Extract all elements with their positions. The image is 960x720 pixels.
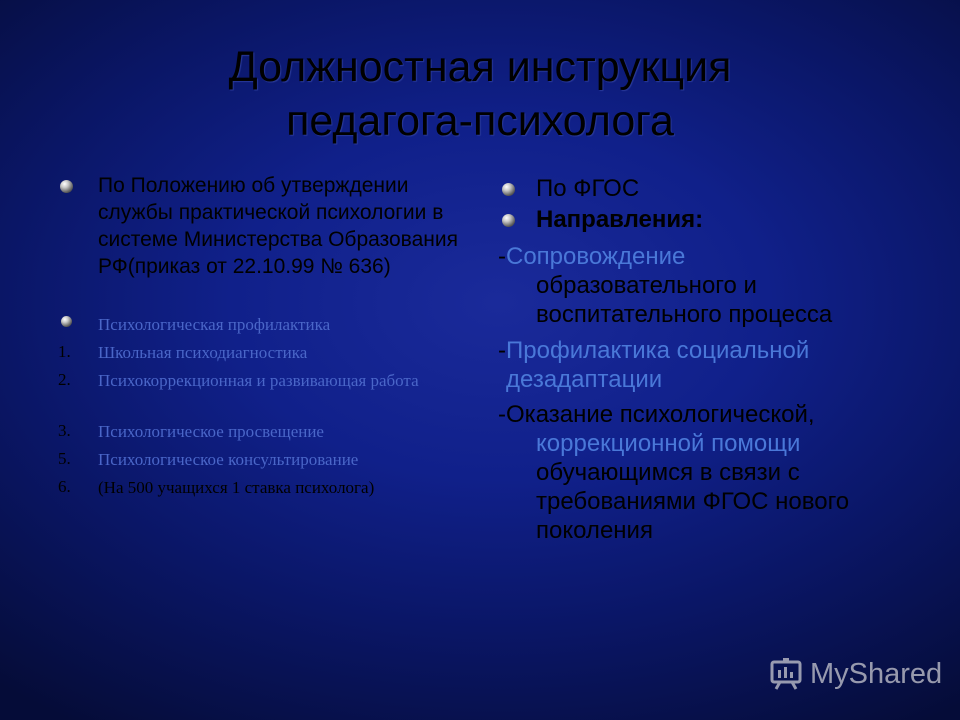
direction-3: -Оказание психологической, коррекционной помощи обучающимся в связи с требованиями ФГОС нового поколения <box>498 401 850 544</box>
direction-2: -Профилактика социальной дезадаптации <box>498 337 810 393</box>
list-item: Психологическое просвещение <box>98 422 324 441</box>
title-line-2: педагога-психолога <box>286 97 674 145</box>
watermark-text: MyShared <box>810 657 943 690</box>
list-item: Психокоррекционная и развивающая работа <box>98 371 419 390</box>
list-marker: 5. <box>58 449 71 468</box>
list-marker: 2. <box>58 370 71 389</box>
bullet-icon <box>60 180 73 193</box>
direction-1: -Сопровождение образовательного и воспитательного процесса <box>498 243 833 328</box>
left-intro: По Положению об утверждении службы практической психологии в системе Министерства Образования РФ(приказ от 22.10.99 № 636) <box>98 174 458 278</box>
slide-title <box>0 40 960 148</box>
bullet-icon <box>502 214 515 227</box>
list-marker: 6. <box>58 477 71 496</box>
list-item: Психологическое консультирование <box>98 450 359 469</box>
watermark <box>768 654 942 694</box>
presentation-board-icon <box>768 656 804 692</box>
fgos-heading: По ФГОС <box>536 175 640 202</box>
list-item: Школьная психодиагностика <box>98 343 308 362</box>
title-line-1: Должностная инструкция <box>228 43 732 91</box>
list-marker: 1. <box>58 342 71 361</box>
list-marker: 3. <box>58 421 71 440</box>
bullet-icon <box>61 316 72 327</box>
bullet-icon <box>502 183 515 196</box>
list-item: (На 500 учащихся 1 ставка психолога) <box>98 478 375 497</box>
list-item: Психологическая профилактика <box>98 315 331 334</box>
directions-heading: Направления: <box>536 206 704 233</box>
